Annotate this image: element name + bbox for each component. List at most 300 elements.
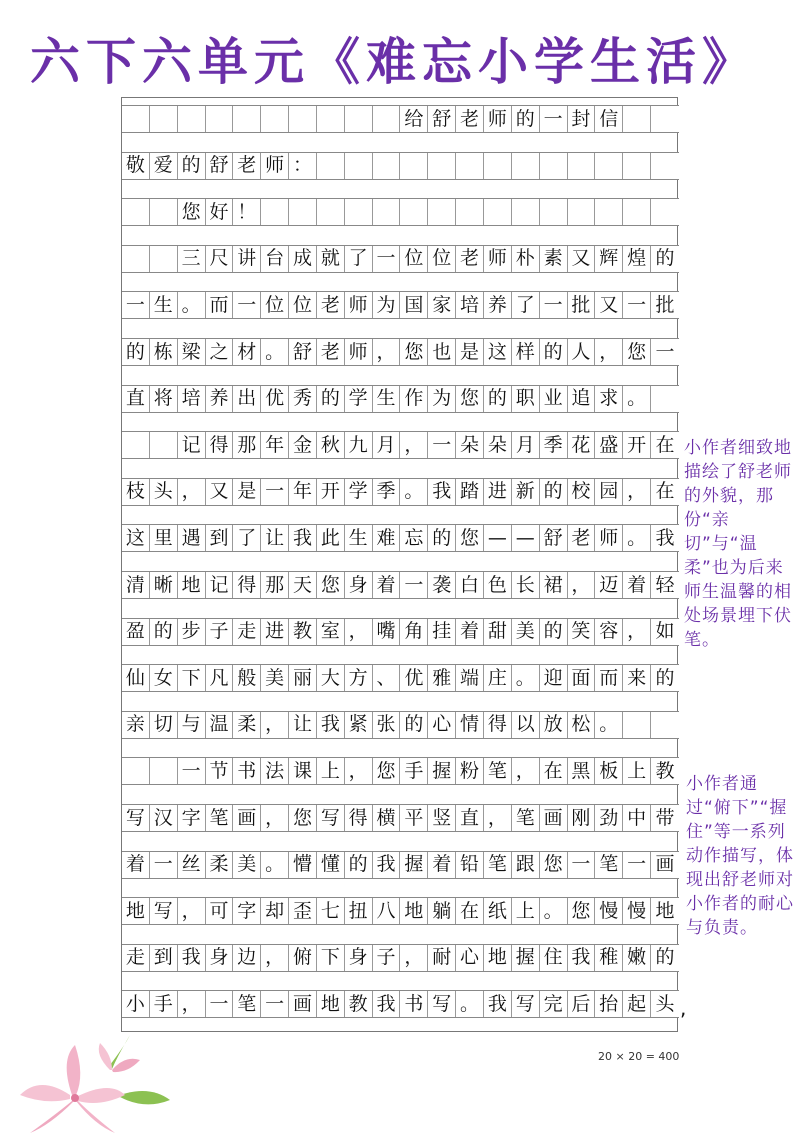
grid-cell <box>261 199 289 225</box>
grid-cell: 老 <box>233 153 261 179</box>
grid-cell <box>568 199 596 225</box>
grid-cell: 一 <box>122 292 150 318</box>
grid-cell: 庄 <box>484 665 512 691</box>
grid-cell: 师 <box>261 153 289 179</box>
grid-cell: 了 <box>233 525 261 551</box>
grid-cell: 地 <box>317 991 345 1017</box>
grid-cell: 我 <box>373 852 401 878</box>
grid-cell <box>512 199 540 225</box>
grid-cell: 老 <box>456 246 484 272</box>
grid-cell <box>484 153 512 179</box>
grid-cell: 着 <box>456 619 484 645</box>
grid-cell: 师 <box>345 339 373 365</box>
grid-cell: 进 <box>261 619 289 645</box>
grid-cell: 我 <box>568 945 596 971</box>
grid-cell: 煌 <box>623 246 651 272</box>
grid-cell: 轻 <box>655 573 675 596</box>
grid-cell: 白 <box>456 572 484 598</box>
grid-cell: 字 <box>178 805 206 831</box>
grid-cell: 笔 <box>595 852 623 878</box>
grid-cell: 柔 <box>233 712 261 738</box>
grid-cell: 爱 <box>150 153 178 179</box>
grid-cell: 一 <box>655 340 675 363</box>
grid-cell: 盈 <box>122 619 150 645</box>
grid-cell: 握 <box>428 758 456 784</box>
grid-cell: 样 <box>512 339 540 365</box>
grid-row <box>122 897 679 925</box>
grid-cell: ， <box>261 945 289 971</box>
grid-cell: 求 <box>595 386 623 412</box>
grid-cell: 月 <box>512 432 540 458</box>
grid-cell: 老 <box>456 106 484 132</box>
grid-row <box>122 338 679 366</box>
grid-cell: 。 <box>623 525 651 551</box>
grid-cell: 稚 <box>595 945 623 971</box>
grid-cell: 一 <box>178 758 206 784</box>
grid-cell: 子 <box>373 945 401 971</box>
grid-cell: 优 <box>261 386 289 412</box>
grid-cell: 这 <box>484 339 512 365</box>
grid-cell: 是 <box>233 479 261 505</box>
grid-cell: 学 <box>345 479 373 505</box>
grid-cell <box>261 106 289 132</box>
grid-cell: 的 <box>428 525 456 551</box>
grid-cell: 笔 <box>484 758 512 784</box>
grid-cell: 养 <box>484 292 512 318</box>
grid-cell: 。 <box>261 339 289 365</box>
grid-cell: 我 <box>289 525 317 551</box>
grid-cell <box>400 199 428 225</box>
grid-cell: 地 <box>178 572 206 598</box>
grid-cell: 园 <box>595 479 623 505</box>
grid-cell: 位 <box>261 292 289 318</box>
grid-cell: 直 <box>122 386 150 412</box>
grid-cell: ， <box>623 619 651 645</box>
grid-cell: 七 <box>317 898 345 924</box>
grid-cell: 与 <box>178 712 206 738</box>
grid-cell <box>233 106 261 132</box>
grid-cell: 台 <box>261 246 289 272</box>
grid-cell: 跟 <box>512 852 540 878</box>
grid-cell: 枝 <box>122 479 150 505</box>
grid-cell: 着 <box>428 852 456 878</box>
grid-cell: 辉 <box>595 246 623 272</box>
grid-cell <box>456 199 484 225</box>
grid-cell: 新 <box>512 479 540 505</box>
grid-cell: 栋 <box>150 339 178 365</box>
grid-cell: ， <box>484 805 512 831</box>
grid-cell: 着 <box>122 852 150 878</box>
grid-cell: 完 <box>540 991 568 1017</box>
grid-cell: 笔 <box>484 852 512 878</box>
grid-cell: 笔 <box>206 805 234 831</box>
grid-cell <box>373 153 401 179</box>
grid-cell: 材 <box>233 339 261 365</box>
grid-cell: 放 <box>540 712 568 738</box>
grid-cell: 开 <box>623 432 651 458</box>
grid-cell: 教 <box>655 759 675 782</box>
grid-cell: 生 <box>373 386 401 412</box>
grid-cell: 培 <box>456 292 484 318</box>
grid-cell: ， <box>512 758 540 784</box>
grid-cell: 您 <box>456 525 484 551</box>
grid-cell: 女 <box>150 665 178 691</box>
grid-cell: ， <box>595 339 623 365</box>
grid-cell: 在 <box>456 898 484 924</box>
grid-cell: 画 <box>233 805 261 831</box>
grid-cell: 的 <box>655 247 675 270</box>
grid-cell <box>345 153 373 179</box>
grid-cell <box>317 106 345 132</box>
grid-cell <box>122 246 150 272</box>
grid-cell: 凡 <box>206 665 234 691</box>
grid-cell: 您 <box>178 199 206 225</box>
grid-row <box>122 664 679 692</box>
grid-cell: 一 <box>623 292 651 318</box>
grid-cell: 的 <box>655 666 675 689</box>
grid-cell <box>540 199 568 225</box>
grid-cell: 以 <box>512 712 540 738</box>
grid-row <box>122 478 679 506</box>
grid-cell: 。 <box>595 712 623 738</box>
grid-cell: 讲 <box>233 246 261 272</box>
grid-cell: 您 <box>623 339 651 365</box>
grid-cell: 画 <box>655 853 675 876</box>
grid-cell: 踏 <box>456 479 484 505</box>
grid-cell: 丝 <box>178 852 206 878</box>
grid-cell: 上 <box>623 758 651 784</box>
grid-cell: 地 <box>122 898 150 924</box>
grid-cell: ， <box>400 945 428 971</box>
grid-cell: 优 <box>400 665 428 691</box>
grid-cell: 我 <box>373 991 401 1017</box>
grid-cell: 家 <box>428 292 456 318</box>
grid-cell: 上 <box>317 758 345 784</box>
grid-cell: 耐 <box>428 945 456 971</box>
grid-cell <box>651 386 679 412</box>
grid-cell: ， <box>623 479 651 505</box>
grid-cell: 身 <box>206 945 234 971</box>
grid-cell <box>122 432 150 458</box>
grid-cell: 信 <box>595 106 623 132</box>
grid-cell: 舒 <box>206 153 234 179</box>
grid-cell: 师 <box>484 106 512 132</box>
grid-cell <box>595 199 623 225</box>
grid-cell: 法 <box>261 758 289 784</box>
grid-cell: 了 <box>512 292 540 318</box>
grid-cell: 边 <box>233 945 261 971</box>
grid-cell: 位 <box>289 292 317 318</box>
grid-cell: 走 <box>233 619 261 645</box>
grid-cell: 后 <box>568 991 596 1017</box>
grid-cell: 地 <box>484 945 512 971</box>
grid-cell: 小 <box>122 991 150 1017</box>
grid-cell: 就 <box>317 246 345 272</box>
grid-cell: 劲 <box>595 805 623 831</box>
grid-cell: 的 <box>178 153 206 179</box>
grid-cell: 老 <box>317 292 345 318</box>
grid-cell: 批 <box>568 292 596 318</box>
grid-cell: 板 <box>595 758 623 784</box>
grid-cell: 我 <box>317 712 345 738</box>
grid-cell: 秋 <box>317 432 345 458</box>
grid-row <box>122 618 679 646</box>
grid-cell: 老 <box>317 339 345 365</box>
grid-cell: 素 <box>540 246 568 272</box>
grid-cell: 。 <box>512 665 540 691</box>
grid-cell: 手 <box>400 758 428 784</box>
grid-cell <box>150 432 178 458</box>
grid-cell: 得 <box>484 712 512 738</box>
grid-cell <box>150 106 178 132</box>
grid-cell: ： <box>289 153 317 179</box>
grid-cell: 给 <box>400 106 428 132</box>
page-title: 六下六单元《难忘小学生活》 <box>30 33 758 91</box>
grid-cell: 张 <box>373 712 401 738</box>
grid-cell: 一 <box>428 432 456 458</box>
grid-cell: ， <box>261 712 289 738</box>
grid-cell: 节 <box>206 758 234 784</box>
grid-cell: 头 <box>655 992 675 1015</box>
grid-cell: 为 <box>373 292 401 318</box>
grid-cell: 秀 <box>289 386 317 412</box>
grid-cell: 尺 <box>206 246 234 272</box>
grid-cell: 写 <box>122 805 150 831</box>
grid-cell: 。 <box>623 386 651 412</box>
annotation-appearance: 小作者细致地描绘了舒老师的外貌，那份“亲切”与“温柔”也为后来师生温馨的相处场景埋下伏笔。 <box>684 438 792 650</box>
grid-cell: 季 <box>540 432 568 458</box>
grid-cell: — <box>484 525 512 551</box>
grid-cell: 懵 <box>289 852 317 878</box>
grid-cell: 美 <box>261 665 289 691</box>
grid-cell: 端 <box>456 665 484 691</box>
grid-cell: 金 <box>289 432 317 458</box>
grid-cell: 握 <box>400 852 428 878</box>
grid-cell: 您 <box>317 572 345 598</box>
grid-cell: 色 <box>484 572 512 598</box>
grid-cell: 校 <box>568 479 596 505</box>
grid-cell: 出 <box>233 386 261 412</box>
grid-cell: 一 <box>373 246 401 272</box>
grid-cell: 开 <box>317 479 345 505</box>
grid-cell: 一 <box>261 479 289 505</box>
grid-cell: 将 <box>150 386 178 412</box>
grid-cell: 一 <box>400 572 428 598</box>
grid-cell <box>122 758 150 784</box>
grid-cell: 如 <box>655 620 675 643</box>
grid-cell <box>178 106 206 132</box>
grid-cell: 美 <box>233 852 261 878</box>
grid-cell <box>122 199 150 225</box>
grid-cell: 我 <box>428 479 456 505</box>
grid-cell: 封 <box>568 106 596 132</box>
grid-cell: 住 <box>540 945 568 971</box>
grid-cell <box>317 153 345 179</box>
grid-cell <box>428 199 456 225</box>
grid-cell: 躺 <box>428 898 456 924</box>
grid-cell: 面 <box>568 665 596 691</box>
grid-cell: 心 <box>456 945 484 971</box>
grid-cell: 成 <box>289 246 317 272</box>
grid-cell: 一 <box>568 852 596 878</box>
grid-cell: 朵 <box>484 432 512 458</box>
grid-cell: 得 <box>345 805 373 831</box>
grid-cell: ， <box>178 991 206 1017</box>
grid-cell: 身 <box>345 945 373 971</box>
flower-icon <box>20 1043 140 1133</box>
grid-cell: 横 <box>373 805 401 831</box>
grid-cell: 起 <box>623 991 651 1017</box>
grid-cell: 。 <box>540 898 568 924</box>
grid-cell: 画 <box>289 991 317 1017</box>
grid-cell <box>651 153 679 179</box>
grid-cell: 歪 <box>289 898 317 924</box>
grid-cell: 花 <box>568 432 596 458</box>
grid-cell: 容 <box>595 619 623 645</box>
grid-cell: 大 <box>317 665 345 691</box>
grid-cell: 下 <box>178 665 206 691</box>
grid-cell <box>456 153 484 179</box>
grid-cell <box>206 106 234 132</box>
grid-cell: 笔 <box>233 991 261 1017</box>
grid-cell: 在 <box>655 480 675 503</box>
grid-cell: 此 <box>317 525 345 551</box>
grid-cell: 得 <box>206 432 234 458</box>
grid-cell: 国 <box>400 292 428 318</box>
grid-cell: 慢 <box>623 898 651 924</box>
grid-cell: 俯 <box>289 945 317 971</box>
grid-cell: 仙 <box>122 665 150 691</box>
grid-cell: 难 <box>373 525 401 551</box>
grid-cell: 得 <box>233 572 261 598</box>
grid-cell: 一 <box>150 852 178 878</box>
grid-cell: 老 <box>568 525 596 551</box>
grid-cell: 铅 <box>456 852 484 878</box>
grid-cell: 写 <box>317 805 345 831</box>
grid-cell: 甜 <box>484 619 512 645</box>
grid-row <box>122 105 679 133</box>
grid-cell: 盛 <box>595 432 623 458</box>
grid-cell: 黑 <box>568 758 596 784</box>
grid-cell: 年 <box>261 432 289 458</box>
grid-cell: 敬 <box>122 153 150 179</box>
grid-cell: 我 <box>484 991 512 1017</box>
grid-cell: 握 <box>512 945 540 971</box>
grid-cell: 到 <box>150 945 178 971</box>
grid-cell: 的 <box>122 339 150 365</box>
grid-cell <box>428 153 456 179</box>
grid-cell: 天 <box>289 572 317 598</box>
grid-cell <box>150 199 178 225</box>
grid-cell: 养 <box>206 386 234 412</box>
grid-cell: 扭 <box>345 898 373 924</box>
grid-row <box>122 431 679 459</box>
grid-cell: 季 <box>373 479 401 505</box>
grid-cell <box>623 153 651 179</box>
grid-cell: 教 <box>345 991 373 1017</box>
grid-row <box>122 571 679 599</box>
grid-cell: 下 <box>317 945 345 971</box>
grid-cell: 情 <box>456 712 484 738</box>
grid-cell: 写 <box>428 991 456 1017</box>
grid-cell: 柔 <box>206 852 234 878</box>
grid-cell: 。 <box>261 852 289 878</box>
grid-cell: — <box>512 525 540 551</box>
grid-cell: 迈 <box>595 572 623 598</box>
grid-cell <box>484 199 512 225</box>
grid-cell: ， <box>373 339 401 365</box>
grid-cell: 的 <box>400 712 428 738</box>
grid-cell: 到 <box>206 525 234 551</box>
grid-cell: 九 <box>345 432 373 458</box>
grid-cell: 的 <box>540 619 568 645</box>
grid-cell: 培 <box>178 386 206 412</box>
grid-cell: ！ <box>233 199 261 225</box>
grid-cell <box>150 246 178 272</box>
grid-cell: 位 <box>400 246 428 272</box>
grid-cell: ， <box>261 805 289 831</box>
grid-cell: 这 <box>122 525 150 551</box>
grid-cell: 遇 <box>178 525 206 551</box>
grid-cell: 您 <box>568 898 596 924</box>
grid-cell: 您 <box>456 386 484 412</box>
grid-cell: 上 <box>512 898 540 924</box>
grid-cell: 您 <box>373 758 401 784</box>
grid-cell: 进 <box>484 479 512 505</box>
grid-cell: 教 <box>289 619 317 645</box>
grid-cell: 师 <box>484 246 512 272</box>
trailing-punctuation: , <box>680 996 687 1020</box>
grid-cell: 记 <box>206 572 234 598</box>
grid-cell <box>373 199 401 225</box>
grid-cell: 书 <box>233 758 261 784</box>
grid-cell: ， <box>345 758 373 784</box>
grid-cell: 笔 <box>512 805 540 831</box>
grid-cell: 年 <box>289 479 317 505</box>
grid-cell: 一 <box>623 852 651 878</box>
grid-cell: 师 <box>345 292 373 318</box>
grid-cell: 您 <box>289 805 317 831</box>
grid-row <box>122 804 679 832</box>
grid-cell: 学 <box>345 386 373 412</box>
grid-cell: 位 <box>428 246 456 272</box>
grid-cell <box>150 758 178 784</box>
grid-cell: 写 <box>150 898 178 924</box>
grid-cell <box>651 712 679 738</box>
grid-cell <box>373 106 401 132</box>
grid-cell: 来 <box>623 665 651 691</box>
grid-cell: 那 <box>261 572 289 598</box>
grid-cell: 的 <box>484 386 512 412</box>
grid-cell: 在 <box>540 758 568 784</box>
grid-row <box>122 944 679 972</box>
grid-cell: 步 <box>178 619 206 645</box>
grid-cell: 的 <box>540 479 568 505</box>
grid-cell: 刚 <box>568 805 596 831</box>
grid-cell: 师 <box>595 525 623 551</box>
grid-cell: 、 <box>373 665 401 691</box>
grid-cell: 清 <box>122 572 150 598</box>
grid-cell <box>345 106 373 132</box>
grid-cell: 舒 <box>428 106 456 132</box>
grid-cell: 袭 <box>428 572 456 598</box>
grid-cell: 一 <box>540 106 568 132</box>
grid-cell: 让 <box>261 525 289 551</box>
grid-cell: 的 <box>317 386 345 412</box>
grid-cell: 课 <box>289 758 317 784</box>
grid-cell: 您 <box>400 339 428 365</box>
grid-row <box>122 851 679 879</box>
